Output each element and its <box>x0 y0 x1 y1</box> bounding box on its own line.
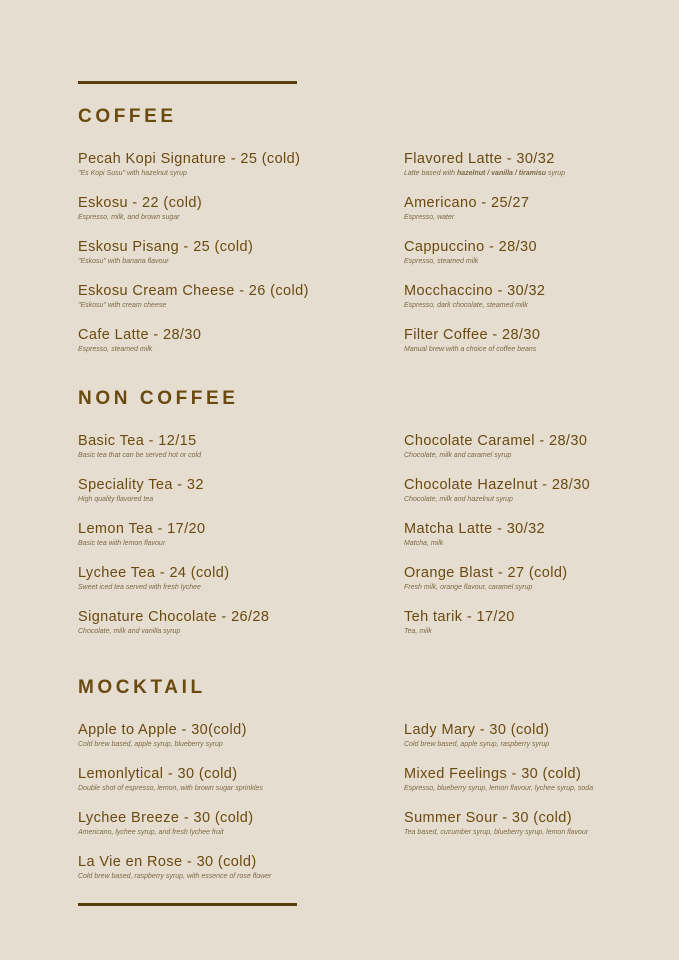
menu-item <box>404 194 674 238</box>
coffee-left-column <box>78 150 348 370</box>
item-name: Chocolate Caramel - 28/30 <box>404 433 588 449</box>
item-description: Cold brew based, apple syrup, raspberry syrup <box>404 741 550 748</box>
item-description: Espresso, milk, and brown sugar <box>78 214 180 221</box>
menu-item <box>404 608 674 652</box>
menu-item <box>404 476 674 520</box>
item-description: Basic tea with lemon flavour <box>78 540 166 547</box>
item-name: Mixed Feelings - 30 (cold) <box>404 766 582 782</box>
item-name: Flavored Latte - 30/32 <box>404 151 555 167</box>
item-name: Lemon Tea - 17/20 <box>78 521 206 537</box>
item-description: Tea based, cucumber syrup, blueberry syrup, lemon flavour <box>404 829 589 836</box>
item-description: "Eskosu" with banana flavour <box>78 258 169 265</box>
item-name: Eskosu Pisang - 25 (cold) <box>78 239 254 255</box>
non-coffee-section-title: NON COFFEE <box>78 388 239 409</box>
menu-item <box>78 608 348 652</box>
item-name: Basic Tea - 12/15 <box>78 433 197 449</box>
item-description: "Eskosu" with cream cheese <box>78 302 167 309</box>
item-description-text: Latte based with <box>404 170 457 177</box>
item-description: Chocolate, milk and hazelnut syrup <box>404 496 513 503</box>
item-description: Espresso, steamed milk <box>404 258 479 265</box>
item-name: Filter Coffee - 28/30 <box>404 327 541 343</box>
item-description: Tea, milk <box>404 628 432 635</box>
item-name: Lychee Tea - 24 (cold) <box>78 565 230 581</box>
coffee-right-column <box>404 150 674 370</box>
item-description-text: syrup <box>546 170 566 177</box>
menu-item <box>404 721 674 765</box>
item-description: Chocolate, milk and vanilla syrup <box>78 628 181 635</box>
menu-item <box>78 432 348 476</box>
menu-item <box>78 520 348 564</box>
menu-item <box>78 564 348 608</box>
non-coffee-right-column <box>404 432 674 652</box>
mocktail-right-column <box>404 721 674 853</box>
menu-item <box>404 432 674 476</box>
menu-item <box>78 194 348 238</box>
item-name: Matcha Latte - 30/32 <box>404 521 545 537</box>
item-name: Orange Blast - 27 (cold) <box>404 565 568 581</box>
item-description: Espresso, dark chocolate, steamed milk <box>404 302 528 309</box>
menu-item <box>78 853 348 897</box>
menu-item <box>404 765 674 809</box>
item-name: Cafe Latte - 28/30 <box>78 327 202 343</box>
item-description <box>404 169 674 179</box>
item-name: Americano - 25/27 <box>404 195 530 211</box>
menu-item <box>404 326 674 370</box>
menu-item <box>404 282 674 326</box>
top-divider <box>78 81 297 84</box>
item-name: Teh tarik - 17/20 <box>404 609 515 625</box>
item-name: Pecah Kopi Signature - 25 (cold) <box>78 151 301 167</box>
mocktail-left-column <box>78 721 348 897</box>
bottom-divider <box>78 903 297 906</box>
item-name: Chocolate Hazelnut - 28/30 <box>404 477 591 493</box>
menu-item <box>404 520 674 564</box>
item-name: Eskosu - 22 (cold) <box>78 195 203 211</box>
item-description: Sweet iced tea served with fresh lychee <box>78 584 201 591</box>
item-name: Summer Sour - 30 (cold) <box>404 810 572 826</box>
menu-item <box>78 721 348 765</box>
menu-item <box>404 809 674 853</box>
item-name: Lemonlytical - 30 (cold) <box>78 766 238 782</box>
item-name: Lychee Breeze - 30 (cold) <box>78 810 254 826</box>
item-description-highlight: hazelnut / vanilla / tiramisu <box>456 170 547 177</box>
item-description: "Es Kopi Susu" with hazelnut syrup <box>78 170 187 177</box>
item-description: Basic tea that can be served hot or cold <box>78 452 201 459</box>
mocktail-section-title: MOCKTAIL <box>78 677 206 698</box>
item-name: Mocchaccino - 30/32 <box>404 283 546 299</box>
non-coffee-left-column <box>78 432 348 652</box>
item-description: High quality flavored tea <box>78 496 154 503</box>
item-name: Lady Mary - 30 (cold) <box>404 722 550 738</box>
item-description: Americano, lychee syrup, and fresh lychee fruit <box>78 829 224 836</box>
coffee-section-title: COFFEE <box>78 106 177 127</box>
item-name: Cappuccino - 28/30 <box>404 239 537 255</box>
item-description: Cold brew based, apple syrup, blueberry syrup <box>78 741 223 748</box>
item-description: Manual brew with a choice of coffee beans <box>404 346 537 353</box>
item-description: Cold brew based, raspberry syrup, with essence of rose flower <box>78 873 272 880</box>
item-name: Apple to Apple - 30(cold) <box>78 722 247 738</box>
menu-item <box>404 150 674 194</box>
item-description: Espresso, blueberry syrup, lemon flavour, lychee syrup, soda <box>404 785 594 792</box>
item-name: Speciality Tea - 32 <box>78 477 204 493</box>
item-description: Fresh milk, orange flavour, caramel syrup <box>404 584 533 591</box>
item-name: La Vie en Rose - 30 (cold) <box>78 854 257 870</box>
menu-item <box>404 238 674 282</box>
item-description: Matcha, milk <box>404 540 444 547</box>
item-description: Espresso, water <box>404 214 455 221</box>
item-description: Chocolate, milk and caramel syrup <box>404 452 512 459</box>
menu-item <box>78 765 348 809</box>
menu-item <box>78 326 348 370</box>
item-description: Double shot of espresso, lemon, with brown sugar sprinkles <box>78 785 263 792</box>
menu-item <box>78 476 348 520</box>
menu-item <box>78 238 348 282</box>
item-name: Eskosu Cream Cheese - 26 (cold) <box>78 283 309 299</box>
item-name: Signature Chocolate - 26/28 <box>78 609 270 625</box>
menu-item <box>78 809 348 853</box>
menu-item <box>404 564 674 608</box>
menu-item <box>78 282 348 326</box>
menu-item <box>78 150 348 194</box>
item-description: Espresso, steamed milk <box>78 346 153 353</box>
